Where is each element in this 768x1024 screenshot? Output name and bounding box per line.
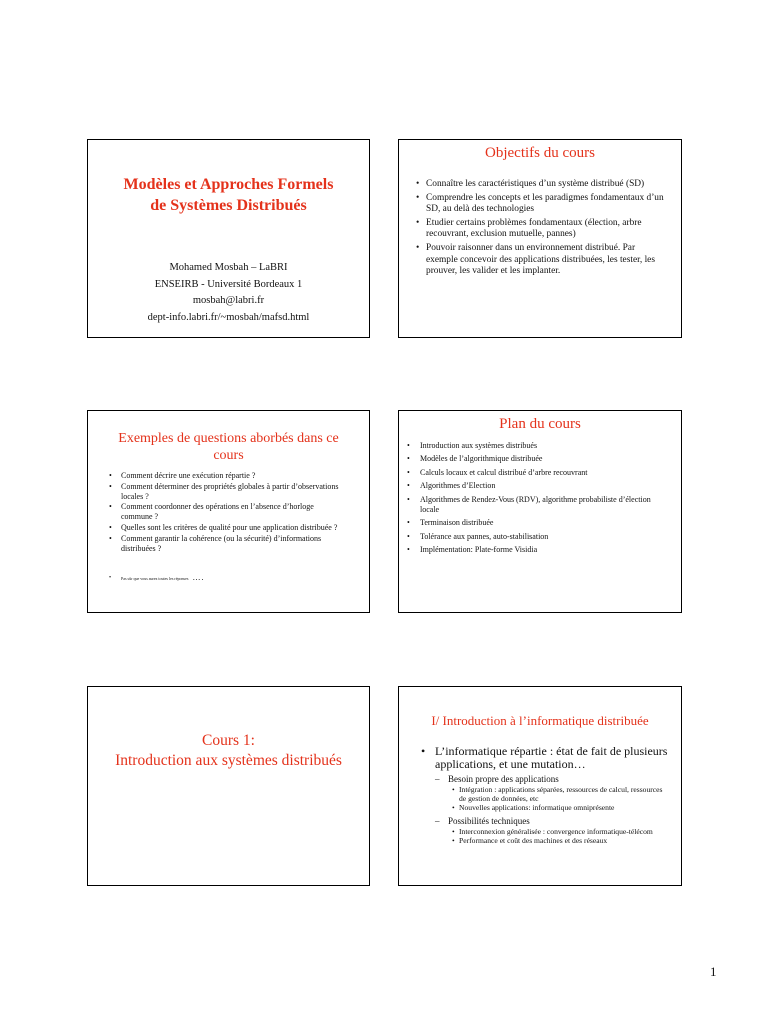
list-item: • Etudier certains problèmes fondamentaux (élection, arbre recouvrant, exclusion mutuelle, pannes) bbox=[416, 218, 669, 241]
list-item: • Comprendre les concepts et les paradigmes fondamentaux d’un SD, au delà des technologies bbox=[416, 193, 669, 216]
chapter-title-line1: Cours 1: bbox=[202, 732, 255, 749]
list-item: • Pouvoir raisonner dans un environnement distribué. Par exemple concevoir des applications distribuées, les tester, les prouver, les valider et les implanter. bbox=[416, 243, 669, 278]
list-item: • Modèles de l’algorithmique distribuée bbox=[407, 454, 669, 464]
footnote bbox=[109, 575, 204, 582]
plan-list bbox=[407, 441, 669, 558]
sub-sub-item: • Nouvelles applications: informatique omniprésente bbox=[421, 803, 671, 812]
sub-sub-item: • Interconnexion généralisée : convergence informatique-télécom bbox=[421, 827, 671, 836]
slide-heading: Exemples de questions aborbés dans ce cours bbox=[118, 431, 339, 463]
list-item: • L’informatique répartie : état de fait de plusieurs applications, et une mutation… bbox=[421, 745, 671, 771]
list-item: • Comment garantir la cohérence (ou la sécurité) d’informations distribuées ? bbox=[109, 534, 339, 554]
page-number: 1 bbox=[710, 964, 717, 979]
course-title-line2: de Systèmes Distribués bbox=[150, 197, 307, 214]
slide-introduction bbox=[398, 686, 682, 886]
slide-title bbox=[87, 139, 370, 338]
list-item: • Comment décrire une exécution répartie ? bbox=[109, 471, 339, 481]
footnote-dots: …. bbox=[192, 573, 205, 582]
sub-sub-item: • Intégration : applications séparées, ressources de calcul, ressources de gestion de données, etc bbox=[421, 785, 671, 803]
footnote-text: Pas sûr que vous aurez toutes les réponses bbox=[121, 576, 189, 581]
slide-chapter-1 bbox=[87, 686, 370, 886]
list-item: • Introduction aux systèmes distribués bbox=[407, 441, 669, 451]
list-item: • Quelles sont les critères de qualité pour une application distribuée ? bbox=[109, 523, 339, 533]
list-item: • Algorithmes d’Election bbox=[407, 481, 669, 491]
course-title-line1: Modèles et Approches Formels bbox=[123, 176, 334, 193]
author-block bbox=[88, 260, 369, 326]
list-item: • Terminaison distribuée bbox=[407, 518, 669, 528]
objectives-list bbox=[416, 179, 669, 280]
list-item: • Implémentation: Plate-forme Visidia bbox=[407, 545, 669, 555]
list-item: • Comment coordonner des opérations en l’absence d’horloge commune ? bbox=[109, 502, 339, 522]
slide-heading: Objectifs du cours bbox=[485, 145, 595, 161]
course-title bbox=[88, 174, 369, 216]
sub-item: – Possibilités techniques bbox=[421, 816, 671, 827]
chapter-title bbox=[88, 731, 369, 771]
slide-heading: Plan du cours bbox=[499, 416, 581, 432]
slide-body bbox=[421, 745, 671, 845]
list-item: • Connaître les caractéristiques d’un système distribué (SD) bbox=[416, 179, 669, 191]
sub-sub-item: • Performance et coût des machines et des réseaux bbox=[421, 836, 671, 845]
sub-item: – Besoin propre des applications bbox=[421, 774, 671, 785]
author-affiliation: ENSEIRB - Université Bordeaux 1 bbox=[154, 278, 303, 290]
list-item: • Algorithmes de Rendez-Vous (RDV), algorithme probabiliste d’élection locale bbox=[407, 495, 669, 514]
list-item: • Tolérance aux pannes, auto-stabilisation bbox=[407, 532, 669, 542]
chapter-title-line2: Introduction aux systèmes distribués bbox=[115, 752, 342, 769]
author-name: Mohamed Mosbah – LaBRI bbox=[169, 262, 288, 273]
slide-course-plan bbox=[398, 410, 682, 613]
questions-list bbox=[109, 471, 339, 554]
list-item: • Comment déterminer des propriétés globales à partir d’observations locales ? bbox=[109, 482, 339, 502]
course-url: dept-info.labri.fr/~mosbah/mafsd.html bbox=[147, 311, 310, 323]
author-email: mosbah@labri.fr bbox=[192, 295, 265, 306]
slide-heading: I/ Introduction à l’informatique distribuée bbox=[431, 713, 649, 728]
slide-example-questions bbox=[87, 410, 370, 613]
slide-objectives bbox=[398, 139, 682, 338]
list-item: • Calculs locaux et calcul distribué d’arbre recouvrant bbox=[407, 468, 669, 478]
